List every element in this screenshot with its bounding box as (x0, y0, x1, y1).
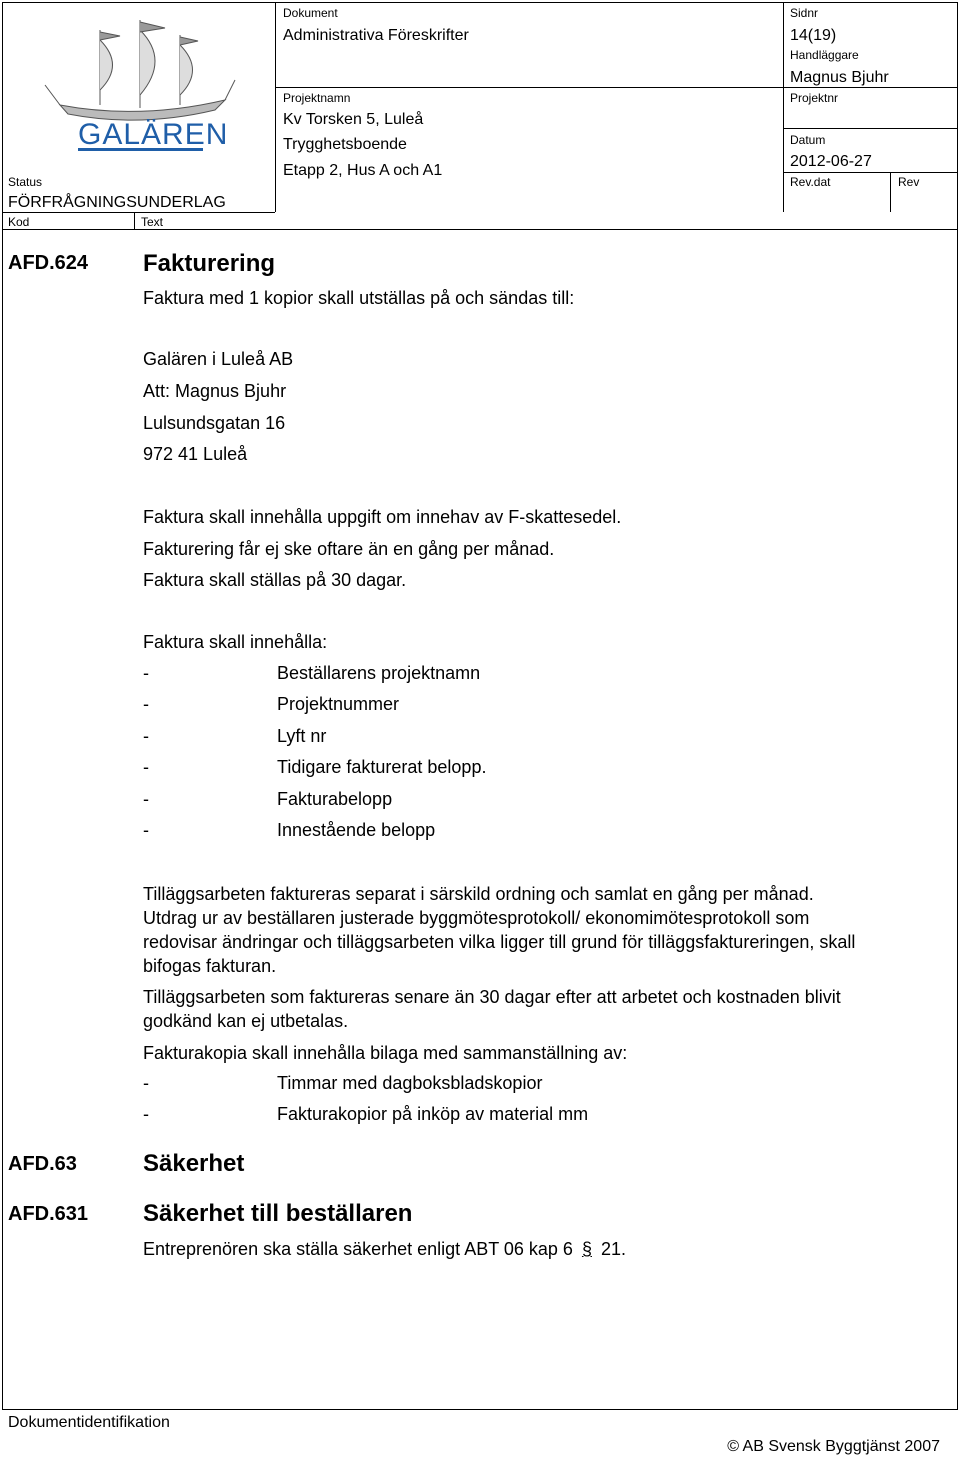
address-line: Lulsundsgatan 16 (143, 413, 286, 433)
list-dash: - (143, 1104, 149, 1124)
projektnr-label: Projektnr (790, 91, 839, 105)
list-dash: - (143, 694, 149, 714)
guarantee-text-main: Entreprenören ska ställa säkerhet enligt ABT 06 kap 6 (143, 1239, 573, 1259)
text-label: Text (141, 215, 164, 229)
status-label: Status (8, 175, 43, 189)
datum-label: Datum (790, 133, 826, 147)
galaren-logo (40, 10, 240, 175)
copyright (727, 1438, 940, 1456)
address-line: 972 41 Luleå (143, 444, 248, 464)
sidnr-value: 14(19) (790, 27, 837, 44)
list-dash: - (143, 757, 149, 777)
section-heading: Fakturering (143, 250, 276, 277)
guarantee-text (143, 1237, 626, 1261)
address-line: Att: Magnus Bjuhr (143, 381, 287, 401)
section-code: AFD.631 (8, 1203, 89, 1225)
projektnamn-line: Trygghetsboende (283, 136, 407, 153)
section-heading: Säkerhet (143, 1150, 245, 1177)
list-dash: - (143, 1073, 149, 1093)
list-item: Lyft nr (277, 726, 327, 746)
list-item: Timmar med dagboksbladskopior (277, 1073, 543, 1093)
paragraph: Tilläggsarbeten faktureras separat i särskild ordning och samlat en gång per månad. Utdrag ur av beställaren justerade byggmötesprotokoll/ ekonomimötesprotokoll som redovisar ändringar och tilläggsarbeten vilka ligger till grund för tilläggsfaktureringen, skall bifogas fakturan. (143, 884, 856, 976)
section-heading: Säkerhet till beställaren (143, 1200, 413, 1227)
logo-text: GALÄREN (78, 118, 229, 151)
contents-intro: Faktura skall innehålla: (143, 632, 328, 652)
list-dash: - (143, 820, 149, 840)
doc-id-label: Dokumentidentifikation (8, 1414, 170, 1431)
list-item: Tidigare fakturerat belopp. (277, 757, 487, 777)
list-dash: - (143, 726, 149, 746)
datum-value: 2012-06-27 (790, 153, 872, 170)
section-symbol: § (581, 1239, 592, 1259)
logo-waves (78, 140, 203, 151)
list-item: Fakturabelopp (277, 789, 393, 809)
list-item: Projektnummer (277, 694, 400, 714)
rule-line: Faktura skall ställas på 30 dagar. (143, 570, 407, 590)
copyright-icon: © (727, 1438, 739, 1455)
paragraph: Fakturakopia skall innehålla bilaga med sammanställning av: (143, 1043, 628, 1063)
sidnr-label: Sidnr (790, 6, 819, 20)
projektnamn-label: Projektnamn (283, 91, 351, 105)
section-number: 21. (600, 1239, 627, 1259)
revdat-label: Rev.dat (790, 175, 831, 189)
rule-line: Fakturering får ej ske oftare än en gång per månad. (143, 539, 555, 559)
projektnamn-line: Etapp 2, Hus A och A1 (283, 162, 443, 179)
invoice-intro: Faktura med 1 kopior skall utställas på och sändas till: (143, 288, 575, 308)
list-item: Innestående belopp (277, 820, 436, 840)
section-code: AFD.63 (8, 1153, 77, 1175)
list-dash: - (143, 789, 149, 809)
rev-label: Rev (898, 175, 920, 189)
dokument-label: Dokument (283, 6, 338, 20)
list-item: Fakturakopior på inköp av material mm (277, 1104, 589, 1124)
address-line: Galären i Luleå AB (143, 349, 294, 369)
list-item: Beställarens projektnamn (277, 663, 481, 683)
handlaggare-label: Handläggare (790, 48, 859, 62)
projektnamn-line: Kv Torsken 5, Luleå (283, 111, 424, 128)
rule-line: Faktura skall innehålla uppgift om innehav av F-skattesedel. (143, 507, 622, 527)
list-dash: - (143, 663, 149, 683)
handlaggare-value: Magnus Bjuhr (790, 69, 889, 86)
kod-label: Kod (8, 215, 30, 229)
paragraph: Tilläggsarbeten som faktureras senare än 30 dagar efter att arbetet och kostnaden blivit godkänd kan ej utbetalas. (143, 987, 841, 1031)
dokument-value: Administrativa Föreskrifter (283, 27, 469, 44)
section-code: AFD.624 (8, 252, 89, 274)
copyright-text: AB Svensk Byggtjänst 2007 (742, 1438, 940, 1455)
status-value: FÖRFRÅGNINGSUNDERLAG (8, 194, 226, 211)
